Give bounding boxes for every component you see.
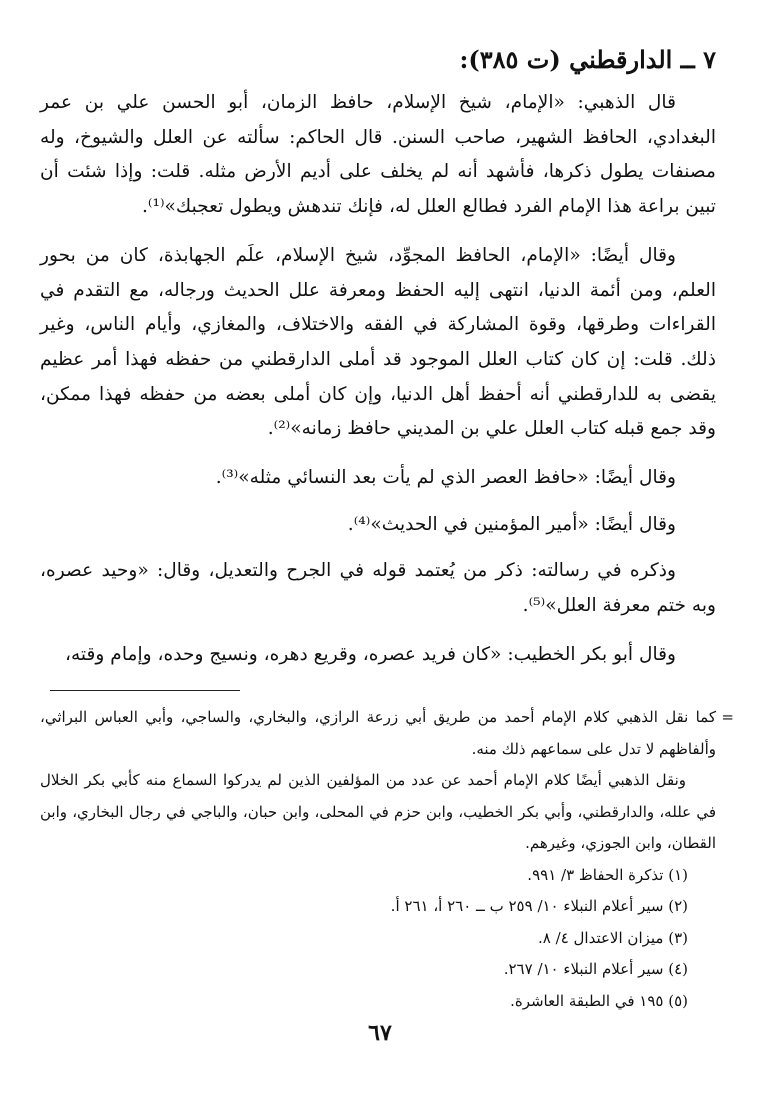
footnote-item: (٤) سير أعلام النبلاء ١٠/ ٢٦٧. <box>503 960 688 978</box>
paragraph: وقال أيضًا: «أمير المؤمنين في الحديث»⁽⁴⁾. <box>347 513 676 535</box>
section-heading: ٧ ــ الدارقطني (ت ٣٨٥): <box>459 45 716 74</box>
footnote-item: (٣) ميزان الاعتدال ٤/ ٨. <box>538 928 688 947</box>
paragraph: وقال أبو بكر الخطيب: «كان فريد عصره، وقريع دهره، ونسيج وحده، وإمام وقته، <box>64 643 676 665</box>
footnote-separator <box>50 690 240 691</box>
footnote-list <box>40 860 716 1018</box>
footnote-item: (٥) ١٩٥ في الطبقة العاشرة. <box>510 991 688 1010</box>
continuation-mark: = <box>721 708 734 726</box>
footnote-paragraph: ونقل الذهبي أيضًا كلام الإمام أحمد عن عدد من المؤلفين الذين لم يدركوا السماع منه كأبي بكر الخلال في علله، والدارقطني، وأبي بكر الخطيب، وابن حزم في المحلى، وابن حبان، والباجي في رجال البخاري، وابن القطان، وابن الجوزي، وغيرهم. <box>40 771 716 852</box>
footnote-item: (٢) سير أعلام النبلاء ١٠/ ٢٥٩ ب ــ ٢٦٠ أ، ٢٦١ أ. <box>390 897 688 915</box>
main-text <box>40 86 716 687</box>
footnote-item: (١) تذكرة الحفاظ ٣/ ٩٩١. <box>527 865 688 884</box>
paragraph: وذكره في رسالته: ذكر من يُعتمد قوله في الجرح والتعديل، وقال: «وحيد عصره، وبه ختم معرفة العلل»⁽⁵⁾. <box>40 560 716 617</box>
footnote-continuation: كما نقل الذهبي كلام الإمام أحمد من طريق أبي زرعة الرازي، والبخاري، والساجي، وأبي العباس البراثي، وألفاظهم لا تدل على سماعهم ذلك منه. <box>40 708 716 758</box>
paragraph: وقال أيضًا: «حافظ العصر الذي لم يأت بعد النسائي مثله»⁽³⁾. <box>215 467 676 489</box>
paragraph: وقال أيضًا: «الإمام، الحافظ المجوِّد، شيخ الإسلام، علَم الجهابذة، كان من بحور العلم، ومن أئمة الدنيا، انتهى إليه الحفظ ومعرفة علل الحديث ورجاله، مع التقدم في القراءات وطرقها، وقوة المشاركة في الفقه والاختلاف، والمغازي، وأيام الناس، وغير ذلك. قلت: إن كان كتاب العلل الموجود قد أملى الدارقطني من حفظه فهذا أمر عظيم يقضى به للدارقطني أنه أحفظ أهل الدنيا، وإن كان أملى بعضه من حفظه فهذا ممكن، وقد جمع قبله كتاب العلل علي بن المديني حافظ زمانه»⁽²⁾. <box>40 244 716 440</box>
page-number: ٦٧ <box>368 1020 392 1046</box>
footnotes <box>40 702 734 1017</box>
paragraph: قال الذهبي: «الإمام، شيخ الإسلام، حافظ الزمان، أبو الحسن علي بن عمر البغدادي، الحافظ الشهير، صاحب السنن. قال الحاكم: سألته عن العلل والشيوخ، وله مصنفات يطول ذكرها، فأشهد أنه لم يخلف على أديم الأرض مثله. قلت: وإذا شئت أن تبين براعة هذا الإمام الفرد فطالع العلل له، فإنك تندهش ويطول تعجبك»⁽¹⁾. <box>40 92 716 218</box>
